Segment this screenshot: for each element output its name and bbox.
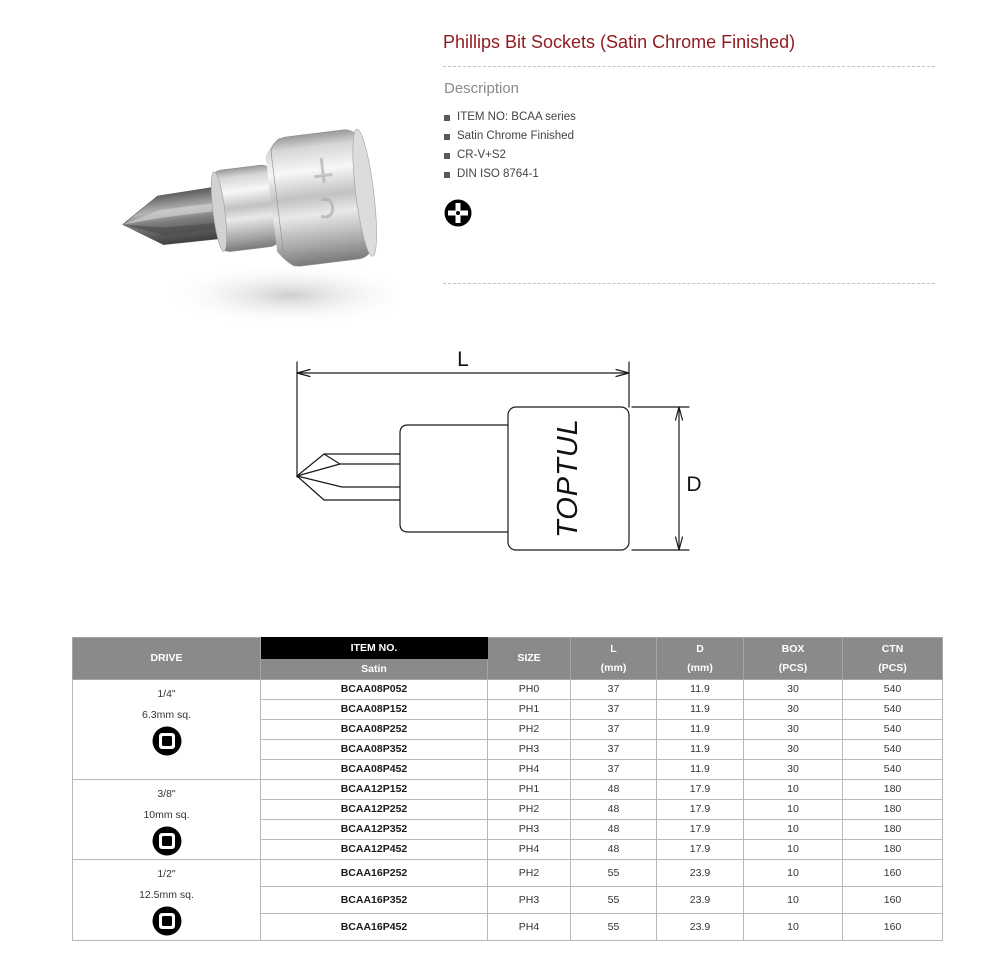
length-cell: 55 [571,860,657,887]
box-qty-cell: 30 [744,740,843,760]
square-drive-icon [152,826,182,856]
item-number: BCAA16P452 [261,914,488,941]
box-qty-cell: 30 [744,720,843,740]
header-diameter-unit: (mm) [687,661,713,674]
carton-qty-cell: 540 [843,720,943,740]
box-qty-cell: 10 [744,840,843,860]
length-cell: 48 [571,780,657,800]
item-number: BCAA08P152 [261,700,488,720]
box-qty-cell: 30 [744,680,843,700]
header-carton-unit: (PCS) [878,661,907,674]
description-heading: Description [444,80,520,97]
length-cell: 37 [571,760,657,780]
feature-item [444,108,576,127]
feature-item [444,165,576,184]
box-qty-cell: 30 [744,700,843,720]
size-cell: PH2 [488,860,571,887]
box-qty-cell: 10 [744,914,843,941]
item-number: BCAA08P352 [261,740,488,760]
size-cell: PH1 [488,780,571,800]
bullet-square-icon [444,172,450,178]
diameter-cell: 17.9 [657,820,744,840]
feature-text: ITEM NO: BCAA series [457,111,576,123]
length-cell: 48 [571,820,657,840]
length-cell: 55 [571,914,657,941]
drive-square-label: 10mm sq. [143,809,190,821]
carton-qty-cell: 540 [843,700,943,720]
size-cell: PH4 [488,840,571,860]
table-row [73,860,943,887]
drive-cell [73,780,261,860]
square-drive-icon [152,726,182,756]
carton-qty-cell: 160 [843,860,943,887]
item-number: BCAA08P452 [261,760,488,780]
size-cell: PH3 [488,740,571,760]
size-cell: PH0 [488,680,571,700]
item-number: BCAA12P252 [261,800,488,820]
carton-qty-cell: 180 [843,780,943,800]
diameter-cell: 11.9 [657,720,744,740]
feature-text: DIN ISO 8764-1 [457,168,539,180]
socket-neck-outline [400,425,508,532]
table-row [73,780,943,800]
length-cell: 48 [571,840,657,860]
table-header-row [73,638,943,659]
item-number: BCAA12P352 [261,820,488,840]
carton-qty-cell: 540 [843,740,943,760]
drive-cell [73,680,261,780]
bit-flute-lower [297,476,400,487]
size-cell: PH4 [488,760,571,780]
item-number: BCAA08P052 [261,680,488,700]
diameter-cell: 11.9 [657,700,744,720]
drive-square-label: 6.3mm sq. [141,709,191,721]
header-drive: DRIVE [73,638,261,680]
item-number: BCAA12P152 [261,780,488,800]
size-cell: PH1 [488,700,571,720]
product-shadow [160,263,400,327]
header-finish: Satin [261,659,488,680]
header-diameter [657,638,744,680]
item-number: BCAA08P252 [261,720,488,740]
diameter-cell: 23.9 [657,860,744,887]
diameter-cell: 11.9 [657,740,744,760]
header-length [571,638,657,680]
length-cell: 37 [571,740,657,760]
feature-item [444,127,576,146]
box-qty-cell: 10 [744,887,843,914]
bit-outline [297,454,400,500]
header-box-unit: (PCS) [778,661,808,674]
carton-qty-cell: 540 [843,680,943,700]
box-qty-cell: 30 [744,760,843,780]
product-title: Phillips Bit Sockets (Satin Chrome Finished) [443,32,796,52]
divider-bottom [443,283,935,284]
carton-qty-cell: 160 [843,887,943,914]
header-diameter-label: D [696,642,704,655]
feature-item [444,146,576,165]
table-row [73,680,943,700]
length-cell: 37 [571,720,657,740]
size-cell: PH2 [488,800,571,820]
drive-square-label: 12.5mm sq. [139,889,194,901]
drive-cell [73,860,261,941]
bullet-square-icon [444,153,450,159]
diameter-label: D [686,473,702,496]
header-box [744,638,843,680]
diameter-cell: 23.9 [657,887,744,914]
length-cell: 55 [571,887,657,914]
drive-size-label: 1/4" [157,688,176,700]
drive-size-label: 3/8" [157,788,176,800]
length-cell: 37 [571,700,657,720]
feature-list [444,108,576,184]
divider-top [443,66,935,67]
item-number: BCAA12P452 [261,840,488,860]
dimension-diagram [280,340,730,565]
carton-qty-cell: 180 [843,820,943,840]
header-size: SIZE [488,638,571,680]
header-carton [843,638,943,680]
bit-tip [120,187,224,251]
diameter-cell: 17.9 [657,840,744,860]
carton-qty-cell: 180 [843,840,943,860]
item-number: BCAA16P252 [261,860,488,887]
brand-mark: TOPTUL [552,418,584,538]
phillips-tip-icon [444,199,472,227]
square-drive-icon [152,906,182,936]
drive-size-label: 1/2" [157,868,176,880]
header-carton-label: CTN [881,642,904,655]
length-cell: 48 [571,800,657,820]
diameter-cell: 17.9 [657,800,744,820]
diameter-cell: 17.9 [657,780,744,800]
spec-table [72,637,943,941]
bit-flute-upper [297,454,400,476]
diameter-cell: 11.9 [657,680,744,700]
header-box-label: BOX [781,642,805,655]
box-qty-cell: 10 [744,780,843,800]
size-cell: PH4 [488,914,571,941]
item-number: BCAA16P352 [261,887,488,914]
header-length-label: L [610,642,617,655]
size-cell: PH3 [488,820,571,840]
length-cell: 37 [571,680,657,700]
feature-text: Satin Chrome Finished [457,130,574,142]
carton-qty-cell: 160 [843,914,943,941]
carton-qty-cell: 180 [843,800,943,820]
box-qty-cell: 10 [744,860,843,887]
feature-text: CR-V+S2 [457,149,506,161]
diameter-cell: 11.9 [657,760,744,780]
box-qty-cell: 10 [744,820,843,840]
header-length-unit: (mm) [600,661,627,674]
length-label: L [457,348,469,371]
size-cell: PH3 [488,887,571,914]
bullet-square-icon [444,134,450,140]
box-qty-cell: 10 [744,800,843,820]
product-photo [100,95,400,340]
diameter-cell: 23.9 [657,914,744,941]
size-cell: PH2 [488,720,571,740]
header-item-no: ITEM NO. [261,638,488,659]
bullet-square-icon [444,115,450,121]
carton-qty-cell: 540 [843,760,943,780]
